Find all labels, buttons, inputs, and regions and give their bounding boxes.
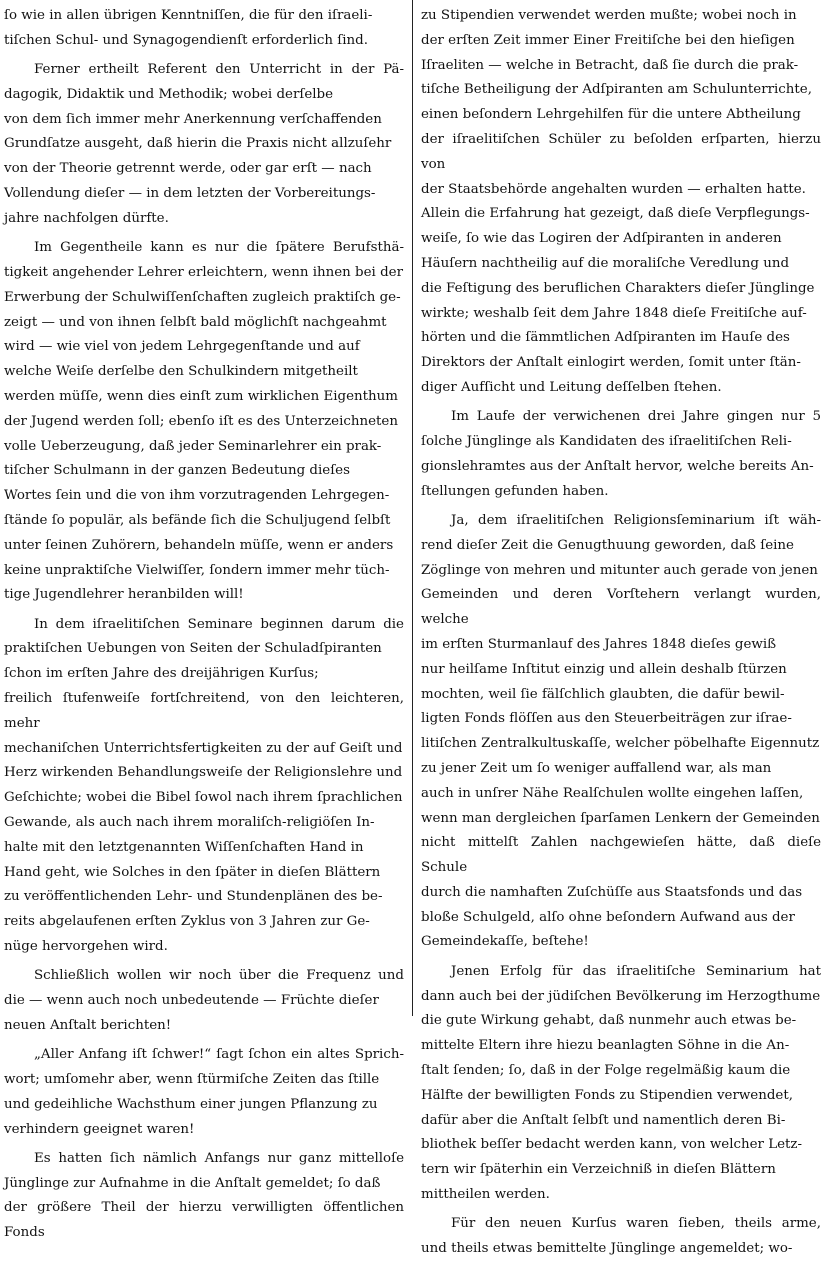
text-line: auch in unſrer Nähe Realſchulen wollte eingehen laſſen, [421, 785, 804, 801]
text-line: ſtalt ſenden; ſo, daß in der Folge regelmäßig kaum die [421, 1062, 791, 1078]
text-line: Gemeinden und deren Vorſtehern verlangt wurden, welche [421, 587, 821, 628]
text-line: unter ſeinen Zuhörern, behandeln müſſe, wenn er anders [4, 537, 394, 553]
text-line: die Feſtigung des beruflichen Charakters dieſer Jünglinge [421, 280, 815, 296]
text-line: von dem ſich immer mehr Anerkennung verſchaffenden [4, 111, 382, 127]
text-line: tigkeit angehender Lehrer erleichtern, wenn ihnen bei der [4, 264, 403, 280]
text-line: Jünglinge zur Aufnahme in die Anſtalt gemeldet; ſo daß [4, 1175, 381, 1191]
text-line: litiſchen Zentralkultuskaſſe, welcher pöbelhafte Eigennutz [421, 736, 820, 752]
text-line: bloße Schulgeld, alſo ohne beſondern Aufwand aus der [421, 909, 795, 925]
text-line: Iſraeliten — welche in Betracht, daß ſie durch die prak- [421, 57, 799, 73]
text-line: der größere Theil der hierzu verwilligten öffentlichen Fonds [4, 1200, 404, 1241]
text-line: Gewande, als auch nach ihrem moraliſch-religiöſen In- [4, 815, 375, 830]
right-column [421, 4, 821, 1262]
text-line: nicht mittelſt Zahlen nachgewieſen hätte, daß dieſe Schule [421, 835, 821, 876]
text-line: die — wenn auch noch unbedeutende — Früchte dieſer [4, 993, 379, 1009]
text-line: der erſten Zeit immer Einer Freitiſche bei den hieſigen [421, 32, 795, 48]
text-line: zu jener Zeit um ſo weniger auffallend war, als man [421, 760, 772, 776]
text-line: Erwerbung der Schulwiſſenſchaften zugleich praktiſch ge- [4, 289, 401, 305]
text-line: wenn man dergleichen ſparſamen Lenkern der Gemeinden [421, 810, 820, 826]
text-line: reits abgelaufenen erſten Zyklus von 3 Jahren zur Ge- [4, 914, 370, 930]
text-line: zu veröffentlichenden Lehr- und Stundenplänen des be- [4, 889, 383, 905]
text-line: dagogik, Didaktik und Methodik; wobei derſelbe [4, 86, 334, 102]
text-line: im erſten Sturmanlauf des Jahres 1848 dieſes gewiß [421, 636, 777, 652]
text-line: Im Laufe der verwichenen drei Jahre gingen nur 5 [451, 409, 821, 425]
text-line: „Aller Anfang iſt ſchwer!“ ſagt ſchon ein altes Sprich- [34, 1047, 404, 1063]
text-line: und gedeihliche Wachsthum einer jungen Pflanzung zu [4, 1096, 378, 1112]
text-line: Herz wirkenden Behandlungsweiſe der Religionslehre und [4, 765, 403, 781]
text-line: mochten, weil ſie fälſchlich glaubten, die dafür bewil- [421, 686, 785, 702]
text-line: weiſe, ſo wie das Logiren der Adſpiranten in anderen [421, 231, 782, 247]
text-line: nüge hervorgehen wird. [4, 938, 168, 954]
text-line: verhindern geeignet waren! [4, 1121, 195, 1137]
text-line: tige Jugendlehrer heranbilden will! [4, 587, 244, 603]
text-line: Allein die Erfahrung hat gezeigt, daß dieſe Verpflegungs- [421, 206, 810, 222]
text-line: bliothek beſſer bedacht werden kann, von welcher Letz- [421, 1137, 802, 1153]
text-line: Jenen Erfolg für das iſraelitiſche Seminarium hat [451, 963, 821, 979]
text-line: volle Ueberzeugung, daß jeder Seminarlehrer ein prak- [4, 438, 382, 454]
text-line: Ferner ertheilt Referent den Unterricht in der Pä- [34, 62, 404, 78]
left-column [4, 4, 404, 1246]
text-line: jahre nachfolgen dürfte. [4, 210, 169, 226]
text-line: ſtellungen gefunden haben. [421, 483, 609, 499]
text-line: zu Stipendien verwendet werden mußte; wobei noch in [421, 8, 797, 23]
text-line: dafür aber die Anſtalt ſelbſt und namentlich deren Bi- [421, 1112, 786, 1128]
text-line: der iſraelitiſchen Schüler zu beſolden erſparten, hierzu von [421, 131, 821, 172]
text-line: ſchon im erſten Jahre des dreijährigen Kurſus; [4, 666, 319, 682]
text-line: ſo wie in allen übrigen Kenntniſſen, die für den iſraeli- [4, 8, 373, 23]
text-line: hörten und die ſämmtlichen Adſpiranten im Hauſe des [421, 330, 790, 346]
text-line: wird — wie viel von jedem Lehrgegenſtande und auf [4, 339, 360, 355]
text-line: Vollendung dieſer — in dem letzten der Vorbereitungs- [4, 186, 376, 202]
text-line: keine unpraktiſche Vielwiſſer, ſondern immer mehr tüch- [4, 562, 390, 578]
text-line: tern wir ſpäterhin ein Verzeichniß in dieſen Blättern [421, 1162, 776, 1178]
text-line: freilich ſtufenweiſe fortſchreitend, von den leichteren, mehr [4, 691, 404, 731]
text-line: welche Weiſe derſelbe den Schulkindern mitgetheilt [4, 364, 358, 380]
text-line: praktiſchen Uebungen von Seiten der Schuladſpiranten [4, 641, 382, 657]
text-line: Direktors der Anſtalt einlogirt werden, ſomit unter ſtän- [421, 355, 801, 371]
text-line: rend dieſer Zeit die Genugthuung geworden, daß ſeine [421, 537, 794, 553]
text-line: diger Aufſicht und Leitung deſſelben ſtehen. [421, 379, 722, 395]
text-line: neuen Anſtalt berichten! [4, 1017, 172, 1033]
text-line: die gute Wirkung gehabt, daß nunmehr auch etwas be- [421, 1013, 797, 1029]
text-line: wort; umſomehr aber, wenn ſtürmiſche Zeiten das ſtille [4, 1071, 380, 1087]
text-line: Ja, dem iſraelitiſchen Religionsſeminarium iſt wäh- [451, 512, 821, 528]
text-line: mittheilen werden. [421, 1186, 550, 1202]
text-line: Es hatten ſich nämlich Anfangs nur ganz mittelloſe [34, 1150, 404, 1166]
text-line: Schließlich wollen wir noch über die Frequenz und [34, 968, 404, 984]
text-line: ligten Fonds flöſſen aus den Steuerbeiträgen zur iſrae- [421, 711, 792, 727]
text-line: werden müſſe, wenn dies einſt zum wirklichen Eigenthum [4, 388, 398, 404]
text-line: halte mit den letztgenannten Wiſſenſchaften Hand in [4, 839, 364, 855]
text-line: ſtände ſo populär, als befände ſich die Schuljugend ſelbſt [4, 512, 391, 528]
text-line: Hand geht, wie Solches in den ſpäter in dieſen Blättern [4, 864, 381, 880]
text-line: tiſcher Schulmann in der ganzen Bedeutung dieſes [4, 463, 350, 479]
text-line: Zöglinge von mehren und mitunter auch gerade von jenen [421, 562, 818, 578]
text-line: gionslehramtes aus der Anſtalt hervor, welche bereits An- [421, 458, 814, 474]
text-line: dann auch bei der jüdiſchen Bevölkerung im Herzogthume [421, 988, 821, 1004]
text-line: Wortes ſein und die von ihm vorzutragenden Lehrgegen- [4, 488, 390, 504]
text-line: Grundſatze ausgeht, daß hierin die Praxis nicht allzuſehr [4, 136, 392, 152]
text-line: Hälfte der bewilligten Fonds zu Stipendien verwendet, [421, 1087, 793, 1103]
text-line: Geſchichte; wobei die Bibel ſowol nach ihrem ſprachlichen [4, 790, 403, 806]
text-line: Gemeindekaſſe, beſtehe! [421, 934, 589, 950]
text-line: wirkte; weshalb ſeit dem Jahre 1848 dieſe Freitiſche auf- [421, 305, 807, 321]
text-line: nur heilſame Inſtitut einzig und allein deshalb ſtürzen [421, 661, 787, 677]
text-line: zeigt — und von ihnen ſelbſt bald möglichſt nachgeahmt [4, 314, 387, 330]
column-divider [412, 0, 413, 1016]
text-line: einen beſondern Lehrgehilfen für die untere Abtheilung [421, 107, 801, 123]
text-line: Im Gegentheile kann es nur die ſpätere Berufsthä- [34, 240, 404, 256]
text-line: In dem iſraelitiſchen Seminare beginnen darum die [34, 616, 404, 632]
text-line: Häuſern nachtheilig auf die moraliſche Veredlung und [421, 255, 790, 271]
text-line: tiſchen Schul- und Synagogendienſt erforderlich ſind. [4, 32, 368, 48]
text-line: und theils etwas bemittelte Jünglinge angemeldet; wo- [421, 1241, 793, 1257]
text-line: Für den neuen Kurſus waren ſieben, theils arme, [451, 1216, 821, 1232]
text-line: der Jugend werden ſoll; ebenſo iſt es des Unterzeichneten [4, 413, 398, 429]
text-line: ſolche Jünglinge als Kandidaten des iſraelitiſchen Reli- [421, 434, 792, 450]
text-line: durch die namhaften Zuſchüſſe aus Staatsfonds und das [421, 884, 803, 900]
text-line: von der Theorie getrennt werde, oder gar erſt — nach [4, 161, 372, 177]
text-line: mechaniſchen Unterrichtsfertigkeiten zu der auf Geiſt und [4, 740, 403, 756]
text-line: mittelte Eltern ihre hiezu beanlagten Söhne in die An- [421, 1038, 790, 1054]
text-line: tiſche Betheiligung der Adſpiranten am Schulunterrichte, [421, 82, 812, 98]
text-line: der Staatsbehörde angehalten wurden — erhalten hatte. [421, 181, 806, 197]
